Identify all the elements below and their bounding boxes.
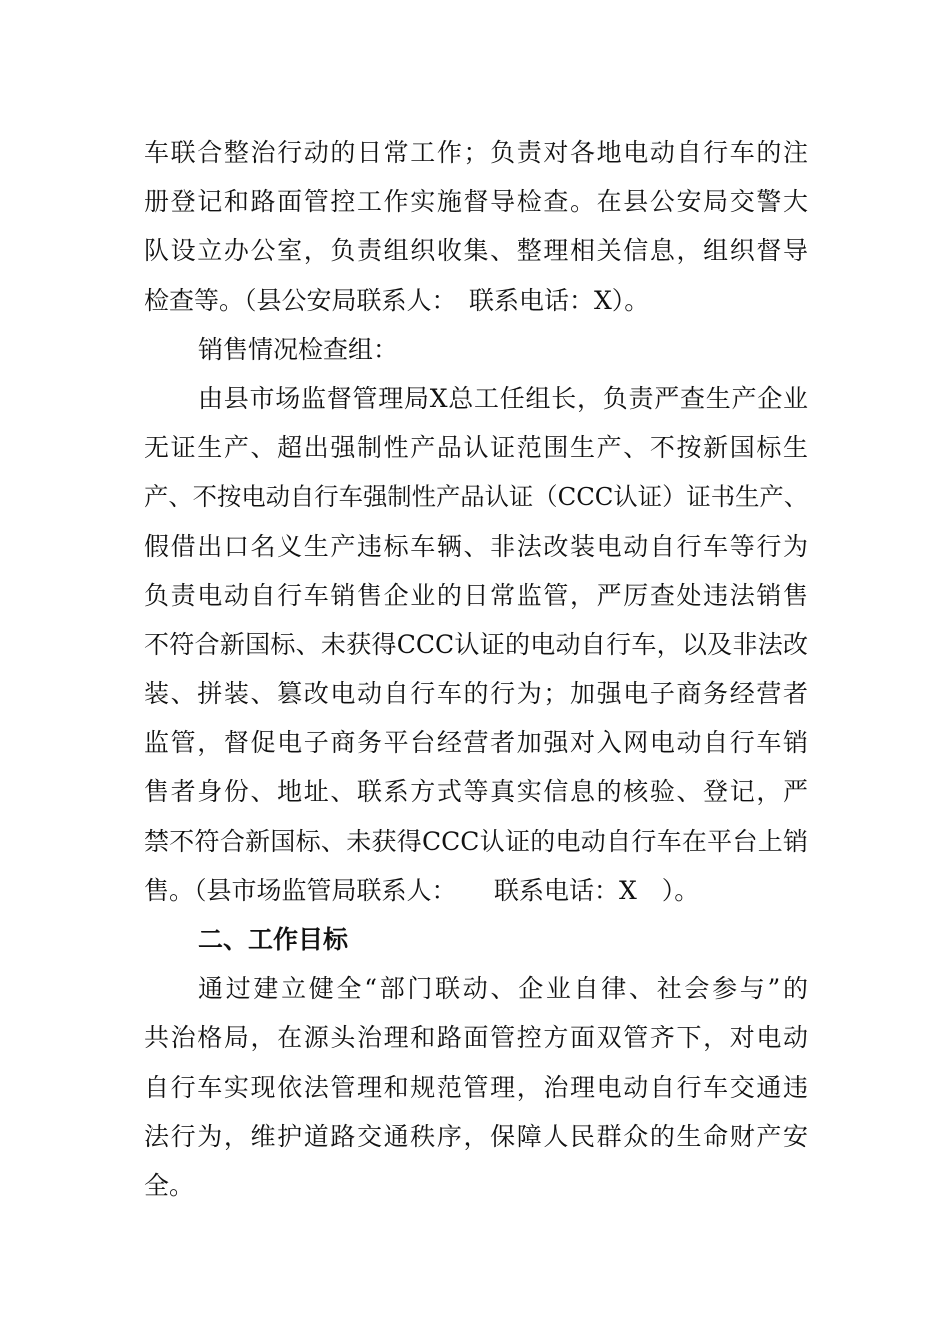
text-line: 全。 [144,1170,195,1200]
paragraph-duties [144,128,808,325]
text-line: 册登记和路面管控工作实施督导检查。在县公安局交警大 [144,187,808,217]
text-line: 法行为，维护道路交通秩序，保障人民群众的生命财产安 [144,1121,808,1151]
text-line: 禁不符合新国标、未获得CCC认证的电动自行车在平台上销 [144,826,808,856]
text-line: 由县市场监督管理局X总工任组长，负责严查生产企业 [198,383,808,413]
text-line: 共治格局，在源头治理和路面管控方面双管齐下，对电动 [144,1023,808,1053]
text-line: 售者身份、地址、联系方式等真实信息的核验、登记，严 [144,777,808,807]
heading-work-goals: 二、工作目标 [198,925,349,954]
text-line: 无证生产、超出强制性产品认证范围生产、不按新国标生 [144,433,808,463]
section-heading [144,915,808,964]
text-line: 售。（县市场监管局联系人： 联系电话：X ）。 [144,875,700,905]
text-line: 销售情况检查组： [198,334,399,364]
text-line: 车联合整治行动的日常工作；负责对各地电动自行车的注 [144,138,808,167]
text-line: 自行车实现依法管理和规范管理，治理电动自行车交通违 [144,1072,808,1102]
text-line: 检查等。（县公安局联系人： 联系电话：X）。 [144,285,650,315]
text-line: 负责电动自行车销售企业的日常监管，严厉查处违法销售 [144,580,808,610]
text-line: 不符合新国标、未获得CCC认证的电动自行车，以及非法改 [144,629,808,659]
paragraph-work-goals [144,964,808,1210]
text-line: 队设立办公室，负责组织收集、整理相关信息，组织督导 [144,236,808,266]
text-line: 装、拼装、篡改电动自行车的行为；加强电子商务经营者 [144,679,808,709]
text-line: 监管，督促电子商务平台经营者加强对入网电动自行车销 [144,728,808,758]
document-page [144,128,808,1210]
paragraph-sales-inspection [144,374,808,915]
text-line: 产、不按电动自行车强制性产品认证（CCC认证）证书生产、 [144,482,809,512]
text-line: 通过建立健全“部门联动、企业自律、社会参与”的 [198,974,808,1004]
paragraph-group-title [144,325,808,374]
text-line: 假借出口名义生产违标车辆、非法改装电动自行车等行为 [144,531,808,561]
